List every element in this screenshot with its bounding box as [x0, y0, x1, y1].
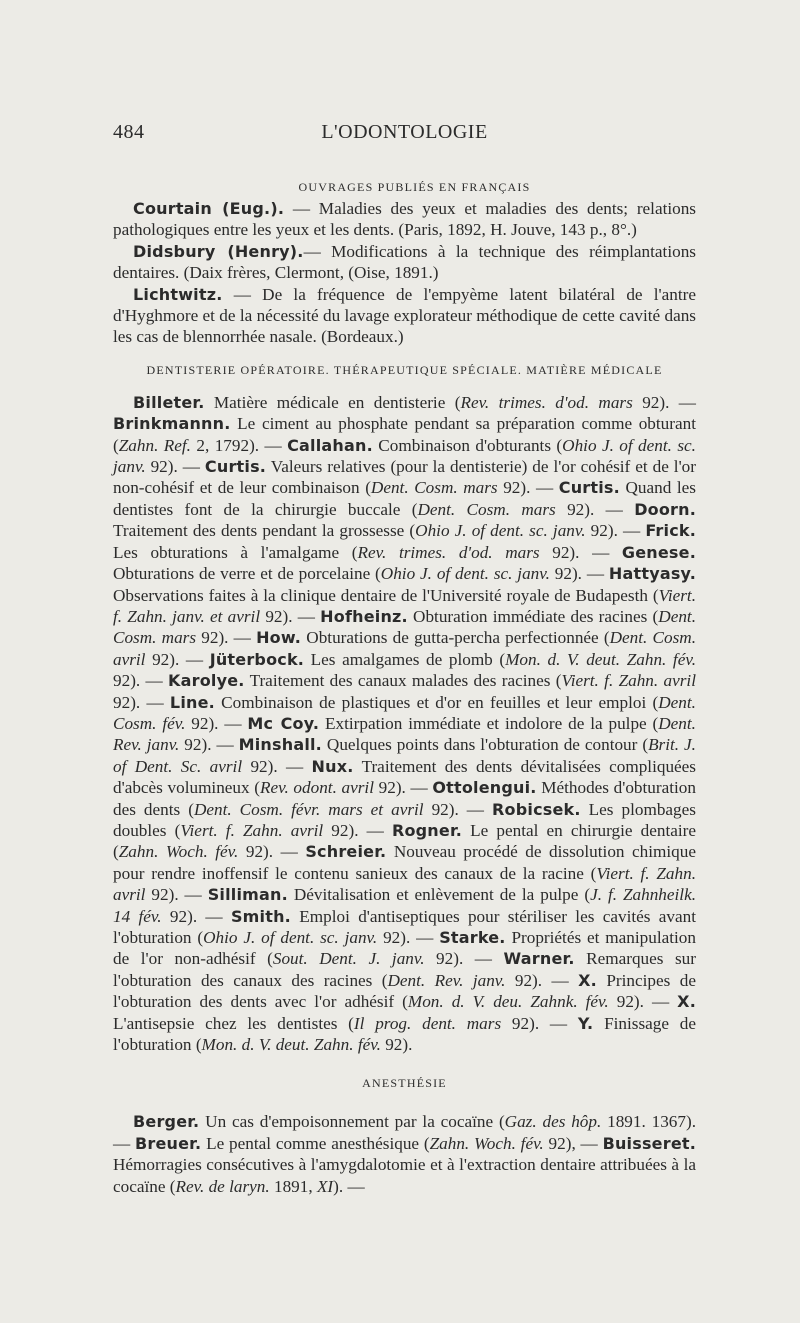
journal-citation: Zahn. Woch. fév.: [118, 842, 239, 862]
journal-citation: Viert. f. Zahn. avril: [561, 671, 696, 691]
entry-text: Quelques points dans l'obturation de contour (: [321, 735, 649, 755]
entry-text: 92). —: [185, 713, 248, 733]
entry-text: Traitement des canaux malades des racines (: [244, 671, 562, 691]
journal-citation: Il prog. dent. mars: [353, 1013, 502, 1033]
entry-text: ). —: [333, 1176, 365, 1196]
entry-text: Les amalgames de plomb (: [304, 649, 506, 669]
journal-citation: Dent. Cosm. avril: [113, 628, 696, 669]
entry-text: 92). —: [179, 735, 239, 755]
entry-text: 92). —: [501, 1013, 578, 1033]
journal-citation: Rev. trimes. d'od. mars: [357, 542, 540, 562]
entry-text: 92). —: [113, 671, 169, 691]
entry-text: Extirpation immédiate et indolore de la pulpe (: [319, 713, 659, 733]
entry-text: 2, 1792). —: [190, 435, 288, 455]
entry-text: 92). —: [608, 992, 678, 1012]
entry-text: 92). —: [145, 457, 205, 477]
author-name: Mc Coy.: [247, 713, 320, 733]
anesthesie-paragraph: [113, 1111, 696, 1197]
entry-text: Quand les dentistes font de la chirurgie buccale (: [113, 478, 696, 519]
page-body: [113, 176, 696, 1197]
entry-text: Un cas d'empoisonnement par la cocaïne (: [199, 1112, 505, 1132]
entry-text: — De la fréquence de l'empyème latent bilatéral de l'antre d'Hyghmore et de la nécessité du lavage explorateur méthodique de cette cavité dans les cas de blennorrhée nasale. (Bordeaux.): [113, 284, 696, 347]
author-name: Brinkmannn.: [113, 414, 231, 434]
entry-text: Combinaison d'obturants (: [372, 435, 563, 455]
entry-text: Valeurs relatives (pour la dentisterie) de l'or cohésif et de l'or non-cohésif et de leur combinaison (: [113, 457, 696, 498]
entry-text: 92). —: [555, 499, 635, 519]
author-name: Silliman.: [207, 885, 288, 905]
entry-text: Le pental en chirurgie dentaire (: [113, 820, 697, 862]
journal-citation: Dent. Cosm. mars: [417, 499, 556, 519]
entry-text: L'antisepsie chez les dentistes (: [113, 1013, 354, 1033]
author-name: Berger.: [133, 1112, 200, 1132]
entry-text: 1891. 1367). —: [113, 1112, 696, 1153]
author-name: Jüterbock.: [209, 649, 305, 669]
entry-text: Nouveau procédé de dissolution chimique pour rendre inoffensif le contenu sanieux des canaux de la racine (: [113, 842, 696, 883]
entry-text: 92). —: [549, 564, 609, 584]
entry-text: 92). —: [424, 949, 504, 969]
entry-text: Le ciment au phosphate pendant sa préparation comme obturant (: [113, 414, 696, 455]
author-name: Billeter.: [133, 392, 205, 412]
journal-citation: Mon. d. V. deu. Zahnk. fév.: [407, 992, 609, 1012]
entry-text: Traitement des dents dévitalisées compliquées d'abcès volumineux (: [113, 756, 696, 798]
journal-citation: Ohio J. of dent. sc. janv.: [415, 521, 586, 541]
entry-text: Le pental comme anesthésique (: [201, 1133, 430, 1153]
author-name: Courtain (Eug.).: [133, 199, 285, 218]
journal-citation: Viert. f. Zahn. avril: [113, 863, 696, 905]
entry-text: 92). —: [497, 478, 559, 498]
entry-text: 92). —: [377, 928, 440, 947]
journal-citation: Brit. J. of Dent. Sc. avril: [113, 735, 696, 776]
journal-citation: Rev. odont. avril: [260, 778, 374, 798]
journal-citation: Rev. trimes. d'od. mars: [460, 392, 633, 412]
entry-text: 92). —: [373, 778, 433, 798]
entry-text: 92). —: [423, 799, 493, 819]
section-heading-ouvrages: OUVRAGES PUBLIÉS EN FRANÇAIS: [298, 180, 531, 194]
journal-citation: Gaz. des hôp.: [504, 1112, 602, 1132]
journal-citation: Ohio J. of dent. sc. janv.: [380, 564, 550, 584]
author-name: Doorn.: [634, 499, 697, 519]
author-name: Genese.: [621, 542, 696, 562]
entry-text: Remarques sur l'obturation des canaux des racines (: [113, 949, 696, 990]
author-name: Y.: [577, 1013, 594, 1033]
journal-citation: Dent. Cosm. mars: [370, 478, 498, 498]
entry-text: 1891,: [269, 1176, 317, 1196]
journal-citation: Viert. f. Zahn. avril: [180, 820, 324, 840]
ouvrages-list: [113, 198, 696, 348]
author-name: Curtis.: [204, 457, 267, 477]
journal-citation: Dent. Rev. janv.: [113, 713, 696, 755]
entry-text: Traitement des dents pendant la grossesse (: [113, 521, 416, 541]
bibliography-entry: [113, 241, 696, 284]
journal-citation: Dent. Cosm. févr. mars et avril: [193, 799, 424, 819]
entry-text: 92). —: [145, 885, 208, 905]
author-name: Line.: [169, 692, 215, 712]
dentisterie-paragraph: [113, 392, 696, 1056]
entry-text: — Modifications à la technique des réimplantations dentaires. (Daix frères, Clermont, (Oise, 1891.): [113, 241, 696, 283]
entry-text: Les plombages doubles (: [113, 799, 696, 840]
entry-text: Matière médicale en dentisterie (: [204, 392, 461, 412]
journal-citation: Rev. de laryn.: [175, 1176, 270, 1196]
author-name: Schreier.: [305, 842, 387, 862]
journal-citation: Sout. Dent. J. janv.: [272, 949, 425, 969]
entry-text: Obturations de gutta-percha perfectionnée (: [301, 628, 610, 648]
journal-citation: Dent. Cosm. fév.: [113, 692, 696, 733]
author-name: Karolye.: [168, 671, 245, 691]
author-name: Starke.: [439, 928, 506, 947]
journal-citation: Dent. Rev. janv.: [387, 970, 506, 990]
author-name: Minshall.: [238, 735, 322, 755]
entry-text: 92), —: [543, 1133, 603, 1153]
entry-text: Les obturations à l'amalgame (: [113, 542, 358, 562]
entry-text: 92). —: [145, 649, 210, 669]
entry-text: Obturations de verre et de porcelaine (: [113, 564, 381, 584]
author-name: Robicsek.: [492, 799, 581, 819]
author-name: Curtis.: [558, 478, 620, 498]
entry-text: — Maladies des yeux et maladies des dents; relations pathologiques entre les yeux et les dents. (Paris, 1892, H. Jouve, 143 p., 8°.): [113, 199, 696, 240]
journal-citation: J. f. Zahnheilk. 14 fév.: [113, 885, 696, 926]
entry-text: Emploi d'antiseptiques pour stériliser les cavités avant l'obturation (: [113, 906, 696, 947]
entry-text: Finissage de l'obturation (: [113, 1013, 696, 1055]
journal-citation: Ohio J. of dent. sc. janv.: [113, 435, 696, 477]
author-name: Hattyasy.: [608, 564, 696, 584]
entry-text: 92). —: [113, 692, 170, 712]
journal-citation: Dent. Cosm. mars: [113, 606, 696, 648]
entry-text: Hémorragies consécutives à l'amygdalotomie et à l'extraction dentaire attribuées à la cocaïne (: [113, 1155, 696, 1196]
journal-citation: Mon. d. V. deut. Zahn. fév.: [505, 649, 696, 669]
entry-text: Observations faites à la clinique dentaire de l'Université royale de Budapesth (: [113, 585, 659, 605]
entry-text: Méthodes d'obturation des dents (: [113, 778, 696, 819]
section-heading-anesthesie: ANESTHÉSIE: [362, 1076, 447, 1091]
journal-citation: Zahn. Woch. fév.: [429, 1133, 544, 1153]
bibliography-entry: [113, 198, 696, 241]
author-name: Breuer.: [135, 1133, 202, 1153]
entry-text: 92). —: [260, 606, 321, 626]
journal-citation: Zahn. Ref.: [118, 435, 191, 455]
entry-text: 92). —: [632, 392, 696, 412]
author-name: X.: [677, 992, 696, 1012]
bibliography-entry: [113, 284, 696, 348]
journal-citation: XI: [316, 1176, 334, 1196]
author-name: Didsbury (Henry).: [133, 241, 304, 261]
entry-text: 92). —: [323, 820, 392, 840]
author-name: Buisseret.: [602, 1133, 696, 1153]
entry-text: Obturation immédiate des racines (: [407, 606, 659, 626]
entry-text: 92). —: [585, 521, 646, 541]
author-name: Callahan.: [287, 435, 373, 455]
entry-text: 92). —: [238, 842, 306, 862]
journal-citation: Viert. f. Zahn. janv. et avril: [113, 585, 696, 626]
entry-text: 92). —: [539, 542, 622, 562]
author-name: How.: [256, 628, 302, 648]
section-heading-dentisterie: DENTISTERIE OPÉRATOIRE. THÉRAPEUTIQUE SPÉCIALE. MATIÈRE MÉDICALE: [146, 362, 663, 377]
author-name: Warner.: [503, 949, 575, 969]
running-title: L'ODONTOLOGIE: [321, 121, 488, 143]
entry-text: 92). —: [161, 906, 231, 926]
author-name: Lichtwitz.: [133, 284, 223, 304]
author-name: Nux.: [311, 756, 354, 776]
page-number: 484: [113, 121, 145, 143]
journal-citation: Ohio J. of dent. sc. janv.: [203, 928, 378, 947]
entry-text: Dévitalisation et enlèvement de la pulpe (: [287, 885, 591, 905]
entry-text: 92). —: [196, 628, 257, 648]
author-name: Ottolengui.: [432, 778, 537, 798]
author-name: Frick.: [645, 521, 696, 541]
entry-text: 92). —: [242, 756, 312, 776]
entry-text: Combinaison de plastiques et d'or en feuilles et leur emploi (: [214, 692, 659, 712]
author-name: Hofheinz.: [320, 606, 408, 626]
author-name: X.: [578, 970, 597, 990]
journal-citation: Mon. d. V. deut. Zahn. fév.: [201, 1035, 381, 1055]
author-name: Rogner.: [391, 820, 463, 840]
entry-text: Propriétés et manipulation de l'or non-adhésif (: [113, 928, 696, 969]
author-name: Smith.: [230, 906, 291, 926]
entry-text: 92). —: [505, 970, 579, 990]
entry-text: 92).: [380, 1035, 413, 1055]
entry-text: Principes de l'obturation des dents avec l'or adhésif (: [113, 970, 696, 1012]
